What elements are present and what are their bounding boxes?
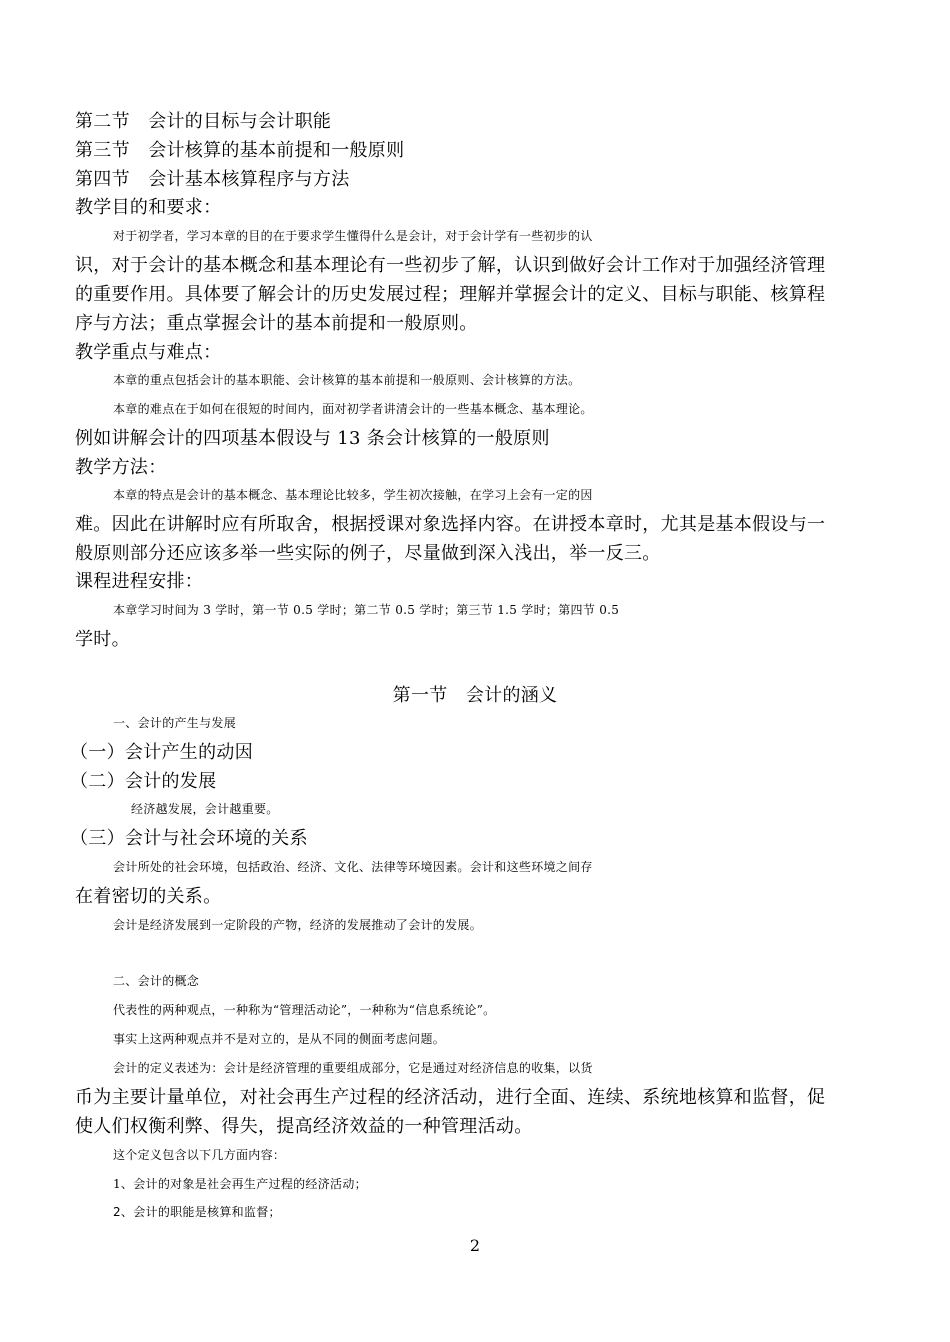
part-heading: 二、会计的概念: [113, 974, 200, 988]
sub-heading: （一）会计产生的动因: [70, 742, 253, 763]
paragraph-line: 代表性的两种观点，一种称为“管理活动论”，一种称为“信息系统论”。: [113, 1003, 496, 1017]
paragraph-line: 例如讲解会计的四项基本假设与 13 条会计核算的一般原则: [75, 428, 550, 449]
paragraph-line: 本章的难点在于如何在很短的时间内，面对初学者讲清会计的一些基本概念、基本理论。: [113, 402, 593, 416]
paragraph-line: 币为主要计量单位，对社会再生产过程的经济活动，进行全面、连续、系统地核算和监督，促: [75, 1087, 826, 1108]
paragraph-line: 本章的特点是会计的基本概念、基本理论比较多，学生初次接触，在学习上会有一定的因: [113, 488, 593, 502]
paragraph-line: 在着密切的关系。: [75, 886, 222, 907]
schedule-heading: 课程进程安排：: [75, 571, 204, 592]
paragraph-line: 序与方法；重点掌握会计的基本前提和一般原则。: [75, 313, 478, 334]
paragraph-line: 般原则部分还应该多举一些实际的例子，尽量做到深入浅出，举一反三。: [75, 543, 661, 564]
part-heading: 一、会计的产生与发展: [113, 716, 237, 730]
paragraph-line: 会计的定义表述为：会计是经济管理的重要组成部分，它是通过对经济信息的收集，以货: [113, 1061, 593, 1075]
paragraph-line: 这个定义包含以下几方面内容：: [113, 1148, 286, 1162]
paragraph-line: 会计是经济发展到一定阶段的产物，经济的发展推动了会计的发展。: [113, 918, 483, 932]
paragraph-line: 会计所处的社会环境，包括政治、经济、文化、法律等环境因素。会计和这些环境之间存: [113, 860, 593, 874]
toc-line: 第四节 会计基本核算程序与方法: [75, 169, 350, 190]
section-title: 第一节 会计的涵义: [392, 685, 558, 706]
paragraph-line: 本章的重点包括会计的基本职能、会计核算的基本前提和一般原则、会计核算的方法。: [113, 373, 581, 387]
methods-heading: 教学方法：: [75, 457, 167, 478]
paragraph-line: 经济越发展，会计越重要。: [131, 802, 279, 816]
toc-line: 第三节 会计核算的基本前提和一般原则: [75, 140, 405, 161]
paragraph-line: 事实上这两种观点并不是对立的，是从不同的侧面考虑问题。: [113, 1032, 446, 1046]
page-number: 2: [469, 1236, 481, 1255]
list-item: 2、会计的职能是核算和监督；: [113, 1205, 281, 1219]
paragraph-line: 学时。: [75, 629, 130, 650]
sub-heading: （三）会计与社会环境的关系: [70, 828, 308, 849]
paragraph-line: 对于初学者，学习本章的目的在于要求学生懂得什么是会计，对于会计学有一些初步的认: [113, 229, 593, 243]
paragraph-line: 使人们权衡利弊、得失，提高经济效益的一种管理活动。: [75, 1116, 533, 1137]
toc-line: 第二节 会计的目标与会计职能: [75, 111, 332, 132]
paragraph-line: 的重要作用。具体要了解会计的历史发展过程；理解并掌握会计的定义、目标与职能、核算程: [75, 284, 826, 305]
list-item: 1、会计的对象是社会再生产过程的经济活动；: [113, 1177, 367, 1191]
paragraph-line: 本章学习时间为 3 学时，第一节 0.5 学时；第二节 0.5 学时；第三节 1.5 学时；第四节 0.5: [113, 603, 620, 617]
paragraph-line: 识，对于会计的基本概念和基本理论有一些初步了解，认识到做好会计工作对于加强经济管理: [75, 255, 826, 276]
key-points-heading: 教学重点与难点：: [75, 342, 222, 363]
sub-heading: （二）会计的发展: [70, 771, 217, 792]
objectives-heading: 教学目的和要求：: [75, 197, 222, 218]
paragraph-line: 难。因此在讲解时应有所取舍，根据授课对象选择内容。在讲授本章时，尤其是基本假设与一: [75, 514, 826, 535]
